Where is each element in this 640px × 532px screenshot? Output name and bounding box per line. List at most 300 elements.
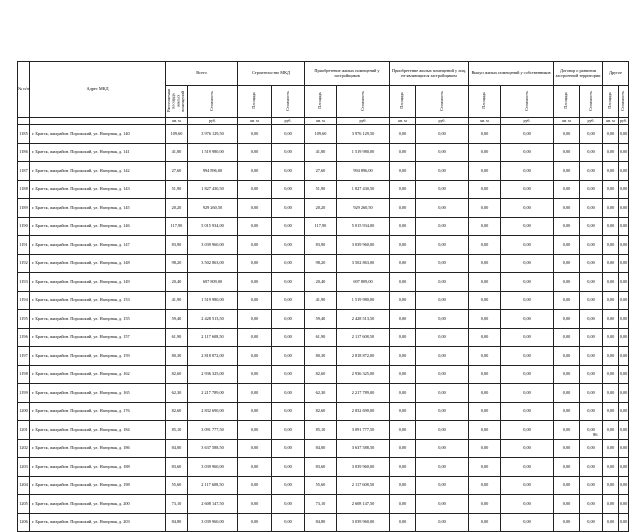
row-nondeveloper-area: 0,00 <box>390 236 416 255</box>
row-construction-area: 0,00 <box>238 236 272 255</box>
row-number: 1186 <box>18 143 30 162</box>
row-buyout-area: 0,00 <box>469 347 501 366</box>
row-nondeveloper-cost: 0,00 <box>416 254 469 273</box>
row-construction-cost: 0,00 <box>272 458 305 477</box>
row-nondeveloper-area: 0,00 <box>390 476 416 495</box>
row-total-cost: 994 896,00 <box>188 162 238 181</box>
header-num: № п/п <box>18 62 30 118</box>
unit-cost: руб. <box>580 118 603 125</box>
unit-area: кв. м <box>238 118 272 125</box>
row-developer-area: 84,80 <box>305 513 337 532</box>
row-territory-area: 0,00 <box>554 402 580 421</box>
row-nondeveloper-area: 0,00 <box>390 310 416 329</box>
row-nondeveloper-cost: 0,00 <box>416 365 469 384</box>
row-developer-area: 59,40 <box>305 310 337 329</box>
row-nondeveloper-cost: 0,00 <box>416 310 469 329</box>
page-number: 86 <box>593 432 598 437</box>
row-buyout-area: 0,00 <box>469 199 501 218</box>
table-row <box>18 125 629 144</box>
row-construction-cost: 0,00 <box>272 291 305 310</box>
row-developer-area: 85,10 <box>305 421 337 440</box>
row-developer-area: 109,60 <box>305 125 337 144</box>
row-developer-cost: 5 015 934,00 <box>337 217 390 236</box>
row-developer-cost: 2 428 513,50 <box>337 310 390 329</box>
row-developer-cost: 3 091 777,50 <box>337 421 390 440</box>
row-address: г. Братск, жилрайон. Порожский, ул. Нагорная, д. 176 <box>30 402 166 421</box>
row-territory-cost: 0,00 <box>580 365 603 384</box>
row-territory-area: 0,00 <box>554 217 580 236</box>
unit-area: кв. м <box>603 118 619 125</box>
row-total-area: 27,60 <box>166 162 188 181</box>
row-total-cost: 2 117 608,50 <box>188 476 238 495</box>
row-total-area: 109,60 <box>166 125 188 144</box>
row-other-area: 0,00 <box>603 328 619 347</box>
row-total-area: 59,40 <box>166 310 188 329</box>
row-other-area: 0,00 <box>603 402 619 421</box>
row-construction-area: 0,00 <box>238 384 272 403</box>
row-other-cost: 0,00 <box>619 439 629 458</box>
row-number: 1191 <box>18 236 30 255</box>
row-buyout-area: 0,00 <box>469 439 501 458</box>
row-number: 1202 <box>18 439 30 458</box>
row-other-area: 0,00 <box>603 347 619 366</box>
row-nondeveloper-cost: 0,00 <box>416 162 469 181</box>
header-group-total: Всего <box>166 62 238 86</box>
row-construction-cost: 0,00 <box>272 180 305 199</box>
row-total-area: 20,20 <box>166 199 188 218</box>
row-developer-area: 117,90 <box>305 217 337 236</box>
row-total-cost: 2 117 608,50 <box>188 328 238 347</box>
row-buyout-cost: 0,00 <box>501 513 554 532</box>
row-other-cost: 0,00 <box>619 384 629 403</box>
row-construction-area: 0,00 <box>238 439 272 458</box>
row-territory-area: 0,00 <box>554 162 580 181</box>
row-buyout-cost: 0,00 <box>501 347 554 366</box>
row-construction-area: 0,00 <box>238 513 272 532</box>
row-developer-area: 62,30 <box>305 384 337 403</box>
row-nondeveloper-cost: 0,00 <box>416 180 469 199</box>
row-buyout-cost: 0,00 <box>501 143 554 162</box>
row-developer-area: 51,90 <box>305 180 337 199</box>
row-buyout-cost: 0,00 <box>501 291 554 310</box>
row-other-area: 0,00 <box>603 291 619 310</box>
row-territory-cost: 0,00 <box>580 273 603 292</box>
row-construction-area: 0,00 <box>238 476 272 495</box>
row-territory-cost: 0,00 <box>580 254 603 273</box>
row-number: 1201 <box>18 421 30 440</box>
header-address: Адрес МКД <box>30 62 166 118</box>
row-construction-area: 0,00 <box>238 143 272 162</box>
row-other-cost: 0,00 <box>619 291 629 310</box>
row-nondeveloper-cost: 0,00 <box>416 125 469 144</box>
row-territory-cost: 0,00 <box>580 236 603 255</box>
row-nondeveloper-area: 0,00 <box>390 495 416 514</box>
table-row <box>18 180 629 199</box>
row-territory-cost: 0,00 <box>580 402 603 421</box>
row-other-area: 0,00 <box>603 513 619 532</box>
row-other-area: 0,00 <box>603 254 619 273</box>
row-construction-area: 0,00 <box>238 310 272 329</box>
row-number: 1200 <box>18 402 30 421</box>
row-territory-cost: 0,00 <box>580 458 603 477</box>
row-nondeveloper-cost: 0,00 <box>416 384 469 403</box>
row-developer-area: 82,60 <box>305 402 337 421</box>
row-construction-cost: 0,00 <box>272 273 305 292</box>
row-number: 1188 <box>18 180 30 199</box>
row-territory-cost: 0,00 <box>580 180 603 199</box>
row-buyout-area: 0,00 <box>469 458 501 477</box>
row-nondeveloper-cost: 0,00 <box>416 402 469 421</box>
row-developer-cost: 3 637 588,50 <box>337 439 390 458</box>
row-territory-area: 0,00 <box>554 384 580 403</box>
header-cost: Стоимость <box>580 86 603 118</box>
row-number: 1192 <box>18 254 30 273</box>
row-developer-area: 41,90 <box>305 291 337 310</box>
row-nondeveloper-area: 0,00 <box>390 402 416 421</box>
row-buyout-area: 0,00 <box>469 365 501 384</box>
row-address: г. Братск, жилрайон. Порожский, ул. Нагорная, д. 148 <box>30 254 166 273</box>
row-construction-area: 0,00 <box>238 199 272 218</box>
table-row <box>18 421 629 440</box>
row-developer-area: 55,60 <box>305 476 337 495</box>
row-construction-cost: 0,00 <box>272 199 305 218</box>
row-buyout-area: 0,00 <box>469 273 501 292</box>
row-territory-area: 0,00 <box>554 143 580 162</box>
row-buyout-cost: 0,00 <box>501 310 554 329</box>
row-developer-area: 82,60 <box>305 365 337 384</box>
row-buyout-cost: 0,00 <box>501 421 554 440</box>
table-row <box>18 384 629 403</box>
row-developer-cost: 3 039 960,00 <box>337 458 390 477</box>
table-header <box>18 62 629 125</box>
row-construction-cost: 0,00 <box>272 365 305 384</box>
row-address: г. Братск, жилрайон. Порожский, ул. Нагорная, д. 159 <box>30 347 166 366</box>
row-address: г. Братск, жилрайон. Порожский, ул. Нагорная, д. 140 <box>30 125 166 144</box>
row-other-cost: 0,00 <box>619 513 629 532</box>
row-other-area: 0,00 <box>603 236 619 255</box>
unit-area: кв. м <box>390 118 416 125</box>
header-cost: Стоимость <box>272 86 305 118</box>
row-construction-cost: 0,00 <box>272 328 305 347</box>
row-construction-area: 0,00 <box>238 162 272 181</box>
row-total-cost: 1 827 430,50 <box>188 180 238 199</box>
row-total-area: 83,60 <box>166 458 188 477</box>
row-buyout-cost: 0,00 <box>501 162 554 181</box>
row-other-area: 0,00 <box>603 365 619 384</box>
row-construction-area: 0,00 <box>238 421 272 440</box>
header-group-non-developers: Приобретение жилых помещений у лиц, не являющихся застройщиком <box>390 62 469 86</box>
row-nondeveloper-area: 0,00 <box>390 273 416 292</box>
header-group-developers: Приобретение жилых помещений у застройщиков <box>305 62 390 86</box>
header-group-buyout: Выкуп жилых помещений у собственников <box>469 62 554 86</box>
row-construction-cost: 0,00 <box>272 402 305 421</box>
unit-area: кв. м <box>166 118 188 125</box>
row-territory-cost: 0,00 <box>580 143 603 162</box>
row-nondeveloper-area: 0,00 <box>390 347 416 366</box>
row-buyout-area: 0,00 <box>469 125 501 144</box>
row-nondeveloper-area: 0,00 <box>390 180 416 199</box>
row-territory-area: 0,00 <box>554 254 580 273</box>
row-total-cost: 1 519 980,00 <box>188 291 238 310</box>
row-nondeveloper-cost: 0,00 <box>416 236 469 255</box>
row-developer-cost: 929 260,50 <box>337 199 390 218</box>
unit-cost: руб. <box>272 118 305 125</box>
row-other-cost: 0,00 <box>619 125 629 144</box>
row-construction-area: 0,00 <box>238 125 272 144</box>
row-developer-cost: 2 217 789,00 <box>337 384 390 403</box>
unit-area: кв. м <box>554 118 580 125</box>
row-developer-cost: 994 896,00 <box>337 162 390 181</box>
row-developer-cost: 2 936 325,00 <box>337 365 390 384</box>
row-territory-area: 0,00 <box>554 273 580 292</box>
row-buyout-cost: 0,00 <box>501 439 554 458</box>
row-nondeveloper-cost: 0,00 <box>416 199 469 218</box>
row-address: г. Братск, жилрайон. Порожский, ул. Нагорная, д. 198 <box>30 476 166 495</box>
row-developer-cost: 2 117 608,50 <box>337 476 390 495</box>
header-cost: Стоимость <box>416 86 469 118</box>
row-address: г. Братск, жилрайон. Порожский, ул. Нагорная, д. 157 <box>30 328 166 347</box>
row-buyout-cost: 0,00 <box>501 217 554 236</box>
row-nondeveloper-cost: 0,00 <box>416 458 469 477</box>
row-developer-cost: 1 827 430,50 <box>337 180 390 199</box>
row-developer-area: 73,10 <box>305 495 337 514</box>
row-nondeveloper-cost: 0,00 <box>416 439 469 458</box>
row-total-area: 55,60 <box>166 476 188 495</box>
row-other-area: 0,00 <box>603 162 619 181</box>
row-nondeveloper-area: 0,00 <box>390 143 416 162</box>
row-construction-cost: 0,00 <box>272 384 305 403</box>
row-territory-area: 0,00 <box>554 365 580 384</box>
row-address: г. Братск, жилрайон. Порожский, ул. Нагорная, д. 147 <box>30 236 166 255</box>
row-buyout-cost: 0,00 <box>501 273 554 292</box>
header-area: Площадь <box>305 86 337 118</box>
header-area: Площадь <box>554 86 580 118</box>
row-buyout-area: 0,00 <box>469 310 501 329</box>
row-number: 1195 <box>18 310 30 329</box>
row-total-area: 73,10 <box>166 495 188 514</box>
row-construction-cost: 0,00 <box>272 310 305 329</box>
header-group-territory: Договор о развитии застроенной территории <box>554 62 603 86</box>
row-territory-area: 0,00 <box>554 476 580 495</box>
row-buyout-area: 0,00 <box>469 402 501 421</box>
row-total-cost: 5 015 934,00 <box>188 217 238 236</box>
row-buyout-area: 0,00 <box>469 217 501 236</box>
row-total-cost: 3 502 863,00 <box>188 254 238 273</box>
row-buyout-area: 0,00 <box>469 162 501 181</box>
row-buyout-cost: 0,00 <box>501 402 554 421</box>
row-buyout-cost: 0,00 <box>501 236 554 255</box>
row-number: 1197 <box>18 347 30 366</box>
row-total-cost: 929 260,50 <box>188 199 238 218</box>
row-buyout-cost: 0,00 <box>501 125 554 144</box>
unit-cost: руб. <box>416 118 469 125</box>
table-row <box>18 199 629 218</box>
row-developer-cost: 2 818 872,00 <box>337 347 390 366</box>
unit-cost: руб. <box>337 118 390 125</box>
row-buyout-cost: 0,00 <box>501 365 554 384</box>
row-construction-area: 0,00 <box>238 291 272 310</box>
header-group-construction: Строительство МКД <box>238 62 305 86</box>
row-territory-area: 0,00 <box>554 199 580 218</box>
row-total-area: 51,90 <box>166 180 188 199</box>
row-address: г. Братск, жилрайон. Порожский, ул. Нагорная, д. 155 <box>30 310 166 329</box>
row-buyout-area: 0,00 <box>469 143 501 162</box>
unit-area: кв. м <box>469 118 501 125</box>
row-construction-area: 0,00 <box>238 273 272 292</box>
table-row <box>18 347 629 366</box>
header-cost: Стоимость <box>619 86 629 118</box>
row-total-cost: 3 976 129,50 <box>188 125 238 144</box>
row-total-cost: 1 519 980,00 <box>188 143 238 162</box>
row-total-area: 20,40 <box>166 273 188 292</box>
header-area: Площадь <box>390 86 416 118</box>
row-total-cost: 2 428 513,50 <box>188 310 238 329</box>
row-developer-cost: 3 502 863,00 <box>337 254 390 273</box>
table-row <box>18 439 629 458</box>
unit-area: кв. м <box>305 118 337 125</box>
row-construction-area: 0,00 <box>238 180 272 199</box>
row-construction-cost: 0,00 <box>272 439 305 458</box>
row-other-cost: 0,00 <box>619 273 629 292</box>
unit-cost: руб. <box>620 118 627 123</box>
row-number: 1206 <box>18 513 30 532</box>
row-buyout-area: 0,00 <box>469 254 501 273</box>
table-row <box>18 495 629 514</box>
row-total-area: 98,20 <box>166 254 188 273</box>
row-nondeveloper-area: 0,00 <box>390 365 416 384</box>
row-other-area: 0,00 <box>603 439 619 458</box>
unit-cost: руб. <box>188 118 238 125</box>
row-total-cost: 2 936 325,00 <box>188 365 238 384</box>
row-number: 1187 <box>18 162 30 181</box>
housing-table <box>17 61 629 532</box>
row-territory-cost: 0,00 <box>580 347 603 366</box>
row-nondeveloper-cost: 0,00 <box>416 291 469 310</box>
row-territory-area: 0,00 <box>554 310 580 329</box>
row-nondeveloper-area: 0,00 <box>390 217 416 236</box>
row-buyout-cost: 0,00 <box>501 384 554 403</box>
row-address: г. Братск, жилрайон. Порожский, ул. Нагорная, д. 149 <box>30 273 166 292</box>
row-buyout-area: 0,00 <box>469 236 501 255</box>
row-developer-area: 83,90 <box>305 236 337 255</box>
row-buyout-cost: 0,00 <box>501 476 554 495</box>
row-total-cost: 3 637 588,50 <box>188 439 238 458</box>
row-total-cost: 2 217 789,00 <box>188 384 238 403</box>
table-row <box>18 513 629 532</box>
row-number: 1190 <box>18 217 30 236</box>
row-developer-area: 20,20 <box>305 199 337 218</box>
row-buyout-area: 0,00 <box>469 495 501 514</box>
row-address: г. Братск, жилрайон. Порожский, ул. Нагорная, д. 146 <box>30 217 166 236</box>
row-developer-area: 84,00 <box>305 439 337 458</box>
row-other-area: 0,00 <box>603 310 619 329</box>
row-other-area: 0,00 <box>603 421 619 440</box>
header-group-other: Другое <box>603 62 629 86</box>
row-buyout-cost: 0,00 <box>501 328 554 347</box>
row-construction-cost: 0,00 <box>272 236 305 255</box>
table-row <box>18 254 629 273</box>
row-nondeveloper-cost: 0,00 <box>416 513 469 532</box>
row-territory-area: 0,00 <box>554 180 580 199</box>
row-construction-cost: 0,00 <box>272 254 305 273</box>
row-buyout-area: 0,00 <box>469 476 501 495</box>
row-construction-cost: 0,00 <box>272 513 305 532</box>
row-developer-cost: 2 117 608,50 <box>337 328 390 347</box>
row-developer-cost: 1 519 980,00 <box>337 143 390 162</box>
row-developer-cost: 697 809,00 <box>337 273 390 292</box>
table-row <box>18 365 629 384</box>
row-developer-cost: 3 039 960,00 <box>337 513 390 532</box>
row-address: г. Братск, жилрайон. Порожский, ул. Нагорная, д. 186 <box>30 439 166 458</box>
row-total-area: 82,60 <box>166 365 188 384</box>
row-construction-area: 0,00 <box>238 328 272 347</box>
row-nondeveloper-cost: 0,00 <box>416 347 469 366</box>
row-buyout-area: 0,00 <box>469 180 501 199</box>
row-other-cost: 0,00 <box>619 402 629 421</box>
row-buyout-area: 0,00 <box>469 291 501 310</box>
row-territory-area: 0,00 <box>554 291 580 310</box>
row-territory-area: 0,00 <box>554 328 580 347</box>
row-territory-area: 0,00 <box>554 458 580 477</box>
row-nondeveloper-cost: 0,00 <box>416 217 469 236</box>
row-developer-cost: 3 039 960,00 <box>337 236 390 255</box>
row-construction-area: 0,00 <box>238 254 272 273</box>
row-total-cost: 2 832 690,00 <box>188 402 238 421</box>
row-total-cost: 3 091 777,50 <box>188 421 238 440</box>
row-construction-area: 0,00 <box>238 347 272 366</box>
row-developer-area: 80,30 <box>305 347 337 366</box>
row-territory-cost: 0,00 <box>580 476 603 495</box>
row-address: г. Братск, жилрайон. Порожский, ул. Нагорная, д. 143 <box>30 180 166 199</box>
row-other-cost: 0,00 <box>619 310 629 329</box>
row-total-area: 41,90 <box>166 291 188 310</box>
header-cost: Стоимость <box>188 86 238 118</box>
table-row <box>18 402 629 421</box>
row-nondeveloper-area: 0,00 <box>390 291 416 310</box>
row-construction-cost: 0,00 <box>272 421 305 440</box>
row-territory-cost: 0,00 <box>580 421 603 440</box>
row-construction-cost: 0,00 <box>272 347 305 366</box>
row-nondeveloper-area: 0,00 <box>390 458 416 477</box>
row-number: 1189 <box>18 199 30 218</box>
row-other-area: 0,00 <box>603 125 619 144</box>
row-nondeveloper-area: 0,00 <box>390 439 416 458</box>
row-territory-cost: 0,00 <box>580 125 603 144</box>
row-construction-area: 0,00 <box>238 217 272 236</box>
row-other-cost: 0,00 <box>619 476 629 495</box>
row-territory-cost: 0,00 <box>580 328 603 347</box>
row-address: г. Братск, жилрайон. Порожский, ул. Нагорная, д. 145 <box>30 199 166 218</box>
table-row <box>18 236 629 255</box>
unit-cost: руб. <box>501 118 554 125</box>
header-cost: Стоимость <box>337 86 390 118</box>
header-area: Площадь <box>238 86 272 118</box>
row-other-area: 0,00 <box>603 199 619 218</box>
row-address: г. Братск, жилрайон. Порожский, ул. Нагорная, д. 200 <box>30 495 166 514</box>
row-construction-cost: 0,00 <box>272 217 305 236</box>
row-buyout-area: 0,00 <box>469 421 501 440</box>
row-other-cost: 0,00 <box>619 254 629 273</box>
table-row <box>18 162 629 181</box>
row-territory-cost: 0,00 <box>580 199 603 218</box>
row-total-area: 62,30 <box>166 384 188 403</box>
header-total-area: Расселяемая площадь жилых помещений <box>166 86 188 118</box>
row-buyout-area: 0,00 <box>469 328 501 347</box>
row-developer-area: 20,40 <box>305 273 337 292</box>
row-other-area: 0,00 <box>603 217 619 236</box>
row-other-cost: 0,00 <box>619 495 629 514</box>
table-row <box>18 310 629 329</box>
